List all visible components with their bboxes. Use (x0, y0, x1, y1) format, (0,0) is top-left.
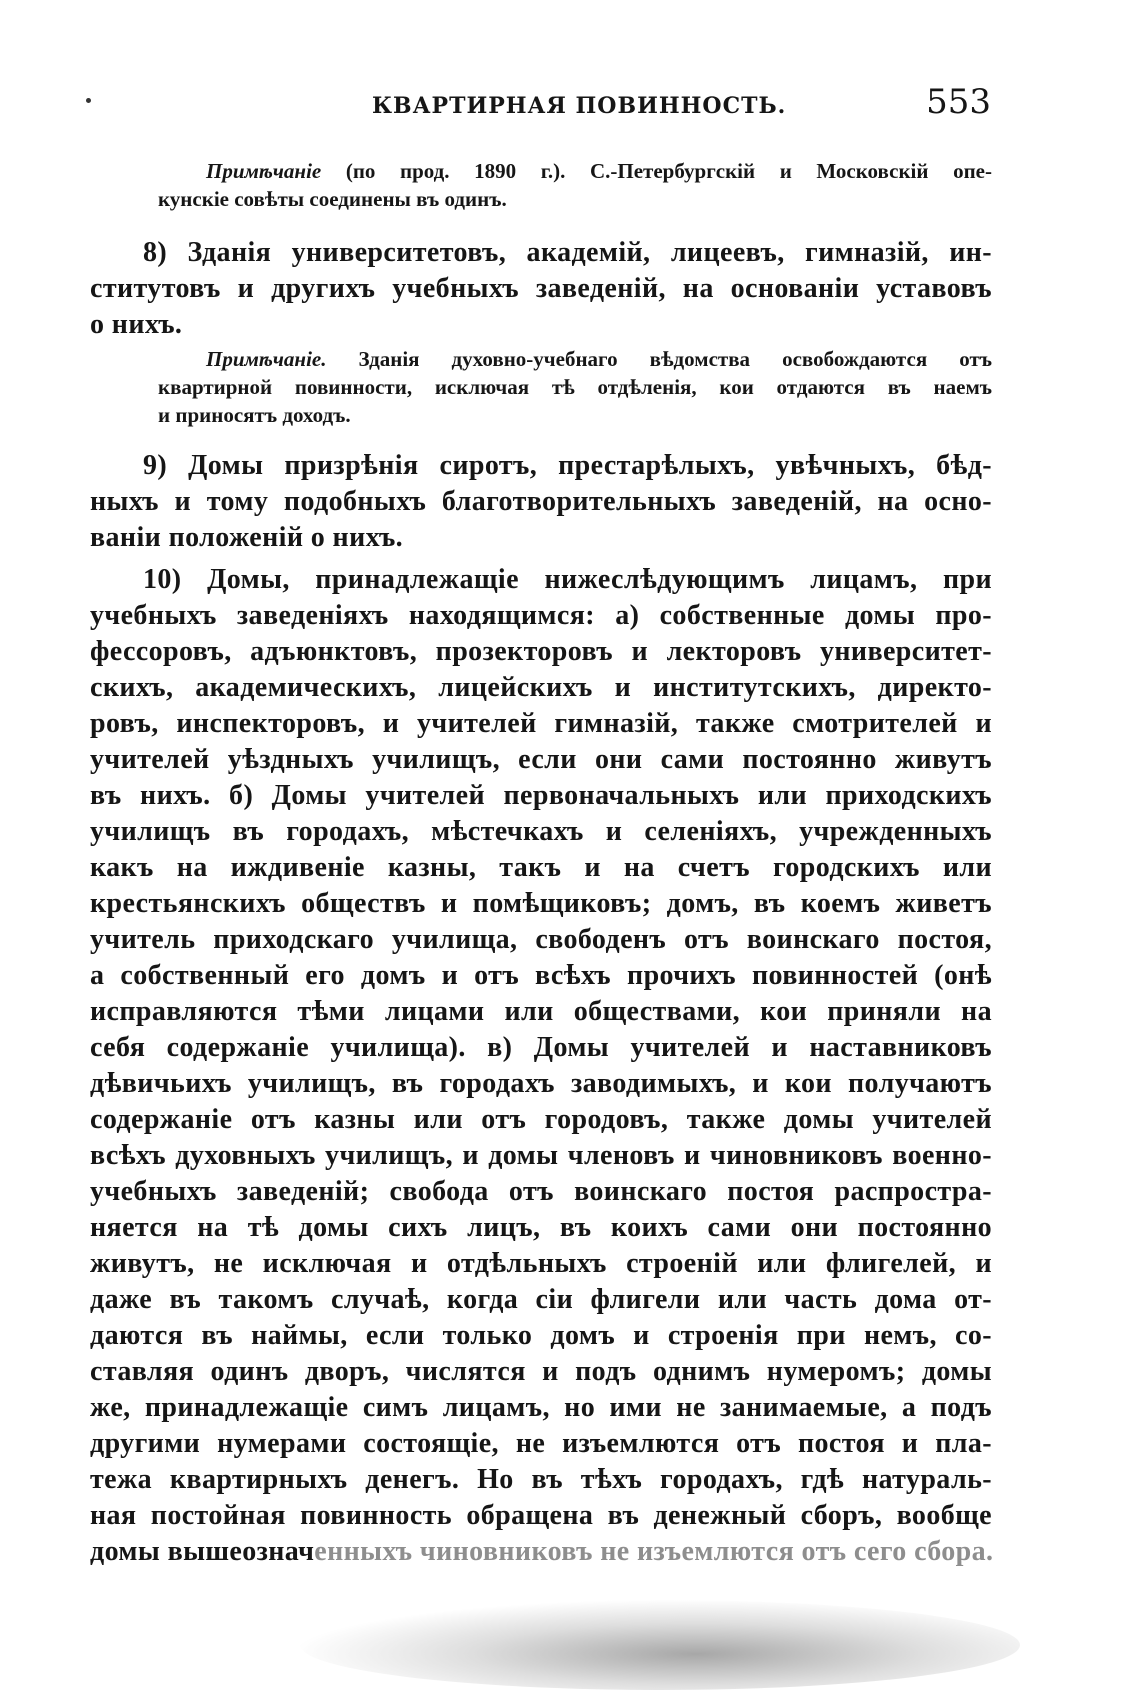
item-10-line: няется на тѣ домы сихъ лицъ, въ коихъ сами они постоянно (90, 1212, 992, 1243)
item-10-line: ная постойная повинность обращена въ денежный сборъ, вообще (90, 1500, 992, 1531)
item-10-line: училищъ въ городахъ, мѣстечкахъ и селеніяхъ, учрежденныхъ (90, 816, 992, 847)
item-10-line: себя содержаніе училища). в) Домы учителей и наставниковъ (90, 1032, 992, 1063)
page-number: 553 (926, 82, 991, 122)
item-10-line: какъ на иждивеніе казны, такъ и на счетъ городскихъ или (90, 852, 992, 883)
item-10-line: въ нихъ. б) Домы учителей первоначальныхъ или приходскихъ (90, 780, 992, 811)
item-10-line: же, принадлежащіе симъ лицамъ, но ими не занимаемые, а подъ (90, 1392, 992, 1423)
item-10-line: ровъ, инспекторовъ, и учителей гимназій, также смотрителей и (90, 708, 992, 739)
scan-shadow (300, 1600, 1020, 1690)
note-2-line: квартирной повинности, исключая тѣ отдѣленія, кои отдаются въ наемъ (158, 375, 992, 399)
item-10-line: ставляя одинъ дворъ, числятся и подъ однимъ нумеромъ; домы (90, 1356, 992, 1387)
item-9-line: ваніи положеній о нихъ. (90, 522, 404, 553)
item-8-line: о нихъ. (90, 309, 183, 340)
item-10-line: учебныхъ заведеніяхъ находящимся: а) собственные домы про- (90, 600, 992, 631)
item-10-line: учителей уѣздныхъ училищъ, если они сами постоянно живутъ (90, 744, 992, 775)
item-10-line: скихъ, академическихъ, лицейскихъ и институтскихъ, директо- (90, 672, 992, 703)
note-2-line: Примѣчаніе. Зданія духовно-учебнаго вѣдомства освобождаются отъ (206, 347, 992, 371)
running-title: КВАРТИРНАЯ ПОВИННОСТЬ. (372, 93, 787, 119)
note-label: Примѣчаніе (206, 159, 322, 183)
item-8-line: 8) Зданія университетовъ, академій, лицеевъ, гимназій, ин- (143, 237, 992, 268)
item-10-line: крестьянскихъ обществъ и помѣщиковъ; домъ, въ коемъ живетъ (90, 888, 992, 919)
last-line-dark: домы вышеознач (90, 1536, 315, 1567)
item-10-last-line (90, 1535, 993, 1569)
item-9-line: 9) Домы призрѣнія сиротъ, престарѣлыхъ, увѣчныхъ, бѣд- (143, 450, 992, 481)
item-10-line: 10) Домы, принадлежащіе нижеслѣдующимъ лицамъ, при (143, 564, 992, 595)
item-10-line: фессоровъ, адъюнктовъ, прозекторовъ и лекторовъ университет- (90, 636, 992, 667)
item-8-line: ститутовъ и другихъ учебныхъ заведеній, на основаніи уставовъ (90, 273, 992, 304)
item-10-line: исправляются тѣми лицами или обществами, кои приняли на (90, 996, 992, 1027)
last-line-faded: енныхъ чиновниковъ не изъемлются отъ сего сбора. (314, 1536, 994, 1567)
note-label: Примѣчаніе. (206, 347, 327, 371)
item-10-line: даются въ наймы, если только домъ и строенія при немъ, со- (90, 1320, 992, 1351)
note-1-line: Примѣчаніе (по прод. 1890 г.). С.-Петербургскій и Московскій опе- (206, 159, 992, 183)
item-10-line: всѣхъ духовныхъ училищъ, и домы членовъ и чиновниковъ военно- (90, 1140, 992, 1171)
item-10-line: другими нумерами состоящіе, не изъемлются отъ постоя и пла- (90, 1428, 992, 1459)
note-2-line: и приносятъ доходъ. (158, 403, 351, 427)
item-10-line: живутъ, не исключая и отдѣльныхъ строеній или флигелей, и (90, 1248, 992, 1279)
item-10-line: дѣвичьихъ училищъ, въ городахъ заводимыхъ, и кои получаютъ (90, 1068, 992, 1099)
margin-mark (86, 98, 91, 103)
item-10-line: даже въ такомъ случаѣ, когда сіи флигели или часть дома от- (90, 1284, 992, 1315)
item-9-line: ныхъ и тому подобныхъ благотворительныхъ заведеній, на осно- (90, 486, 992, 517)
note-1-line: кунскіе совѣты соединены въ одинъ. (158, 187, 507, 211)
item-10-line: тежа квартирныхъ денегъ. Но въ тѣхъ городахъ, гдѣ натураль- (90, 1464, 992, 1495)
item-10-line: а собственный его домъ и отъ всѣхъ прочихъ повинностей (онѣ (90, 960, 992, 991)
item-10-line: содержаніе отъ казны или отъ городовъ, также домы учителей (90, 1104, 992, 1135)
item-10-line: учитель приходскаго училища, свободенъ отъ воинскаго постоя, (90, 924, 992, 955)
item-10-line: учебныхъ заведеній; свобода отъ воинскаго постоя распростра- (90, 1176, 992, 1207)
